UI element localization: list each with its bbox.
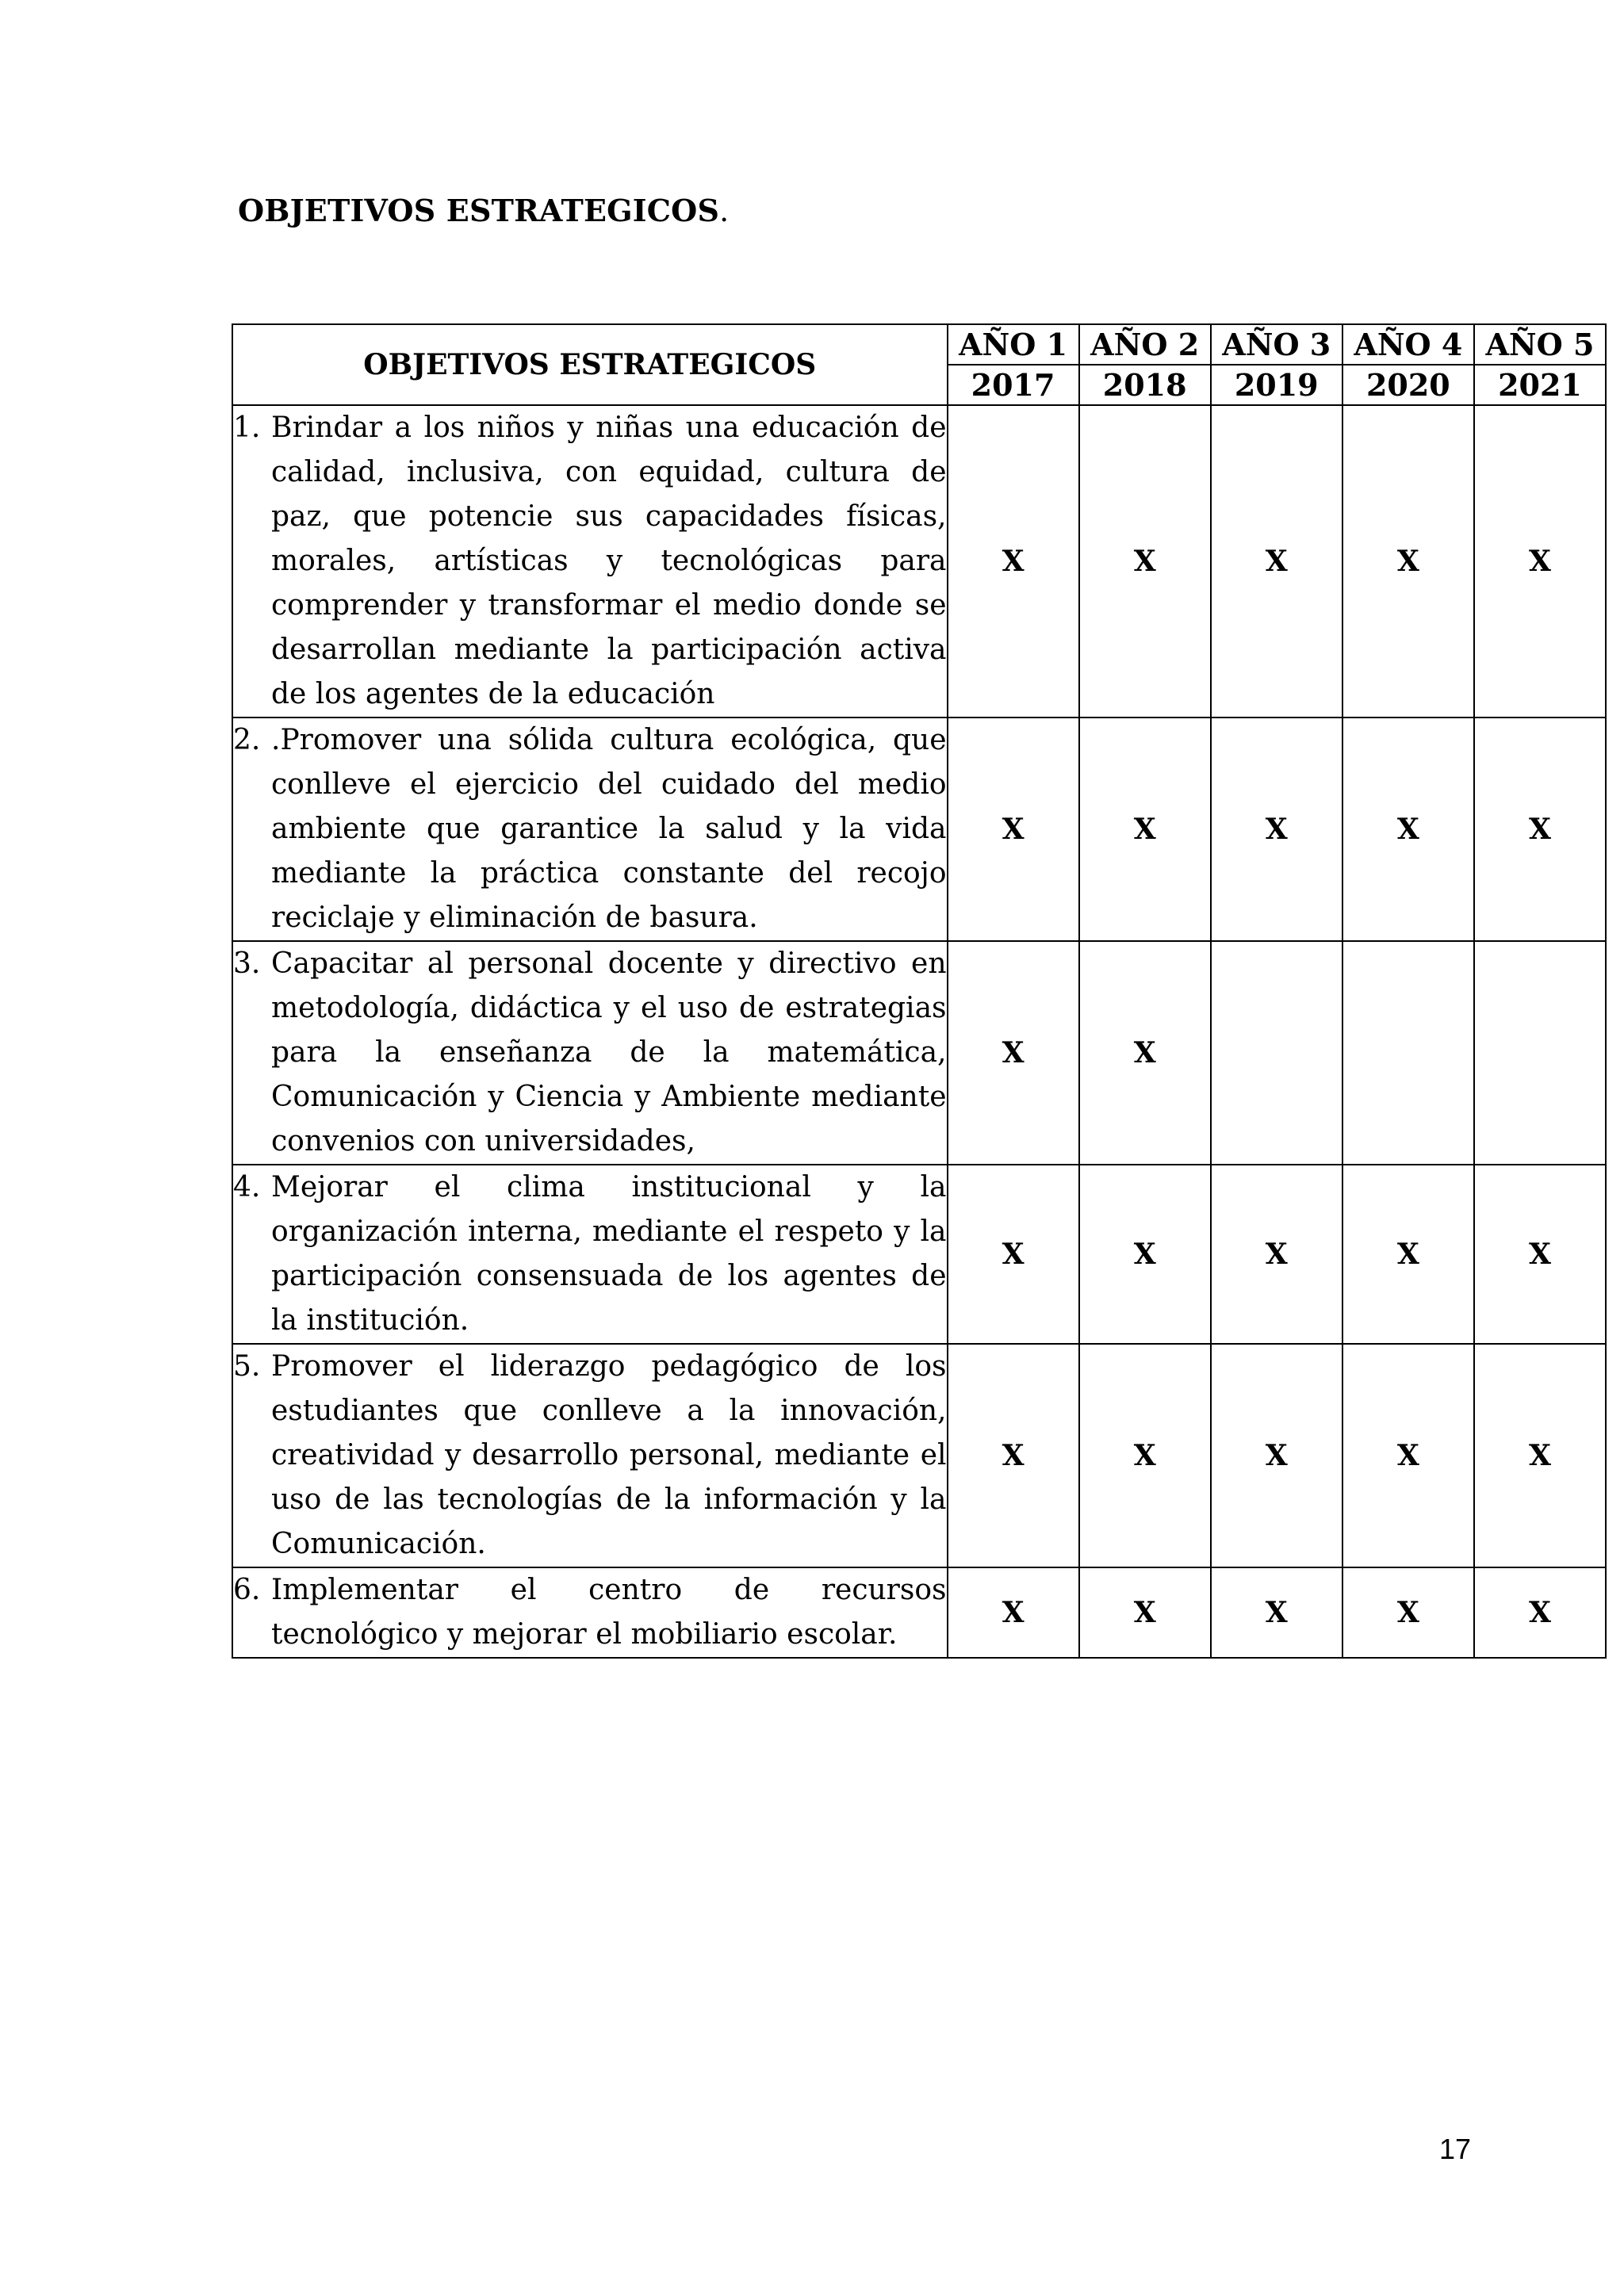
mark-cell: X [1342, 1567, 1474, 1658]
objective-text: .Promover una sólida cultura ecológica, que conlleve el ejercicio del cuidado del medio ambiente que garantice la salud y la vida mediante la práctica constante del recojo reciclaje y eliminación de basura. [271, 724, 947, 934]
objectives-table [232, 323, 1607, 1659]
year-label-1: AÑO 1 [948, 324, 1079, 365]
page-heading [238, 193, 729, 228]
year-label-5: AÑO 5 [1474, 324, 1606, 365]
objective-text: Promover el liderazgo pedagógico de los estudiantes que conlleve a la innovación, creatividad y desarrollo personal, mediante el uso de las tecnologías de la información y la Comunicación. [271, 1350, 947, 1560]
objective-cell [232, 1165, 948, 1344]
mark-cell: X [1079, 405, 1211, 718]
year-number-4: 2020 [1342, 365, 1474, 405]
objective-text: Mejorar el clima institucional y la organización interna, mediante el respeto y la participación consensuada de los agentes de la institución. [271, 1171, 947, 1337]
mark-cell: X [1079, 1344, 1211, 1567]
table-row [232, 1165, 1606, 1344]
mark-cell: X [1079, 1165, 1211, 1344]
year-number-2: 2018 [1079, 365, 1211, 405]
mark-cell: X [948, 1165, 1079, 1344]
page-heading-text: OBJETIVOS ESTRATEGICOS [238, 193, 720, 228]
mark-cell: X [948, 1567, 1079, 1658]
mark-cell: X [1342, 1165, 1474, 1344]
mark-cell: X [1211, 718, 1342, 941]
mark-cell: X [1474, 405, 1606, 718]
mark-cell: X [1211, 405, 1342, 718]
page-heading-dot: . [719, 193, 730, 228]
year-number-5: 2021 [1474, 365, 1606, 405]
mark-cell: X [1474, 718, 1606, 941]
objective-number: 3. [233, 947, 261, 980]
mark-cell: X [1342, 1344, 1474, 1567]
objective-number: 2. [233, 724, 261, 756]
objective-cell [232, 941, 948, 1165]
mark-cell [1211, 941, 1342, 1165]
year-label-2: AÑO 2 [1079, 324, 1211, 365]
mark-cell: X [1474, 1567, 1606, 1658]
objective-number: 5. [233, 1350, 261, 1383]
table-row [232, 941, 1606, 1165]
table-row [232, 718, 1606, 941]
mark-cell: X [1079, 1567, 1211, 1658]
objective-cell [232, 718, 948, 941]
mark-cell [1474, 941, 1606, 1165]
mark-cell [1342, 941, 1474, 1165]
objective-cell [232, 1567, 948, 1658]
page-number: 17 [1439, 2133, 1472, 2165]
mark-cell: X [1474, 1165, 1606, 1344]
mark-cell: X [948, 405, 1079, 718]
year-number-3: 2019 [1211, 365, 1342, 405]
table-header-row [232, 324, 1606, 365]
mark-cell: X [1211, 1165, 1342, 1344]
mark-cell: X [1342, 718, 1474, 941]
mark-cell: X [948, 941, 1079, 1165]
objectives-column-header: OBJETIVOS ESTRATEGICOS [232, 324, 948, 405]
objective-cell [232, 1344, 948, 1567]
objective-cell [232, 405, 948, 718]
mark-cell: X [1211, 1567, 1342, 1658]
table-row [232, 405, 1606, 718]
mark-cell: X [1211, 1344, 1342, 1567]
mark-cell: X [1474, 1344, 1606, 1567]
objective-text: Brindar a los niños y niñas una educación de calidad, inclusiva, con equidad, cultura de paz, que potencie sus capacidades físicas, morales, artísticas y tecnológicas para comprender y transformar el medio donde se desarrollan mediante la participación activa de los agentes de la educación [271, 411, 947, 710]
objective-number: 6. [233, 1574, 261, 1606]
objective-number: 4. [233, 1171, 261, 1203]
year-label-3: AÑO 3 [1211, 324, 1342, 365]
year-label-4: AÑO 4 [1342, 324, 1474, 365]
objective-number: 1. [233, 411, 261, 444]
mark-cell: X [948, 1344, 1079, 1567]
mark-cell: X [1079, 941, 1211, 1165]
mark-cell: X [948, 718, 1079, 941]
objective-text: Capacitar al personal docente y directivo en metodología, didáctica y el uso de estrategias para la enseñanza de la matemática, Comunicación y Ciencia y Ambiente mediante convenios con universidades, [271, 947, 947, 1158]
objective-text: Implementar el centro de recursos tecnológico y mejorar el mobiliario escolar. [271, 1574, 947, 1651]
mark-cell: X [1342, 405, 1474, 718]
table-row [232, 1344, 1606, 1567]
year-number-1: 2017 [948, 365, 1079, 405]
mark-cell: X [1079, 718, 1211, 941]
table-row [232, 1567, 1606, 1658]
